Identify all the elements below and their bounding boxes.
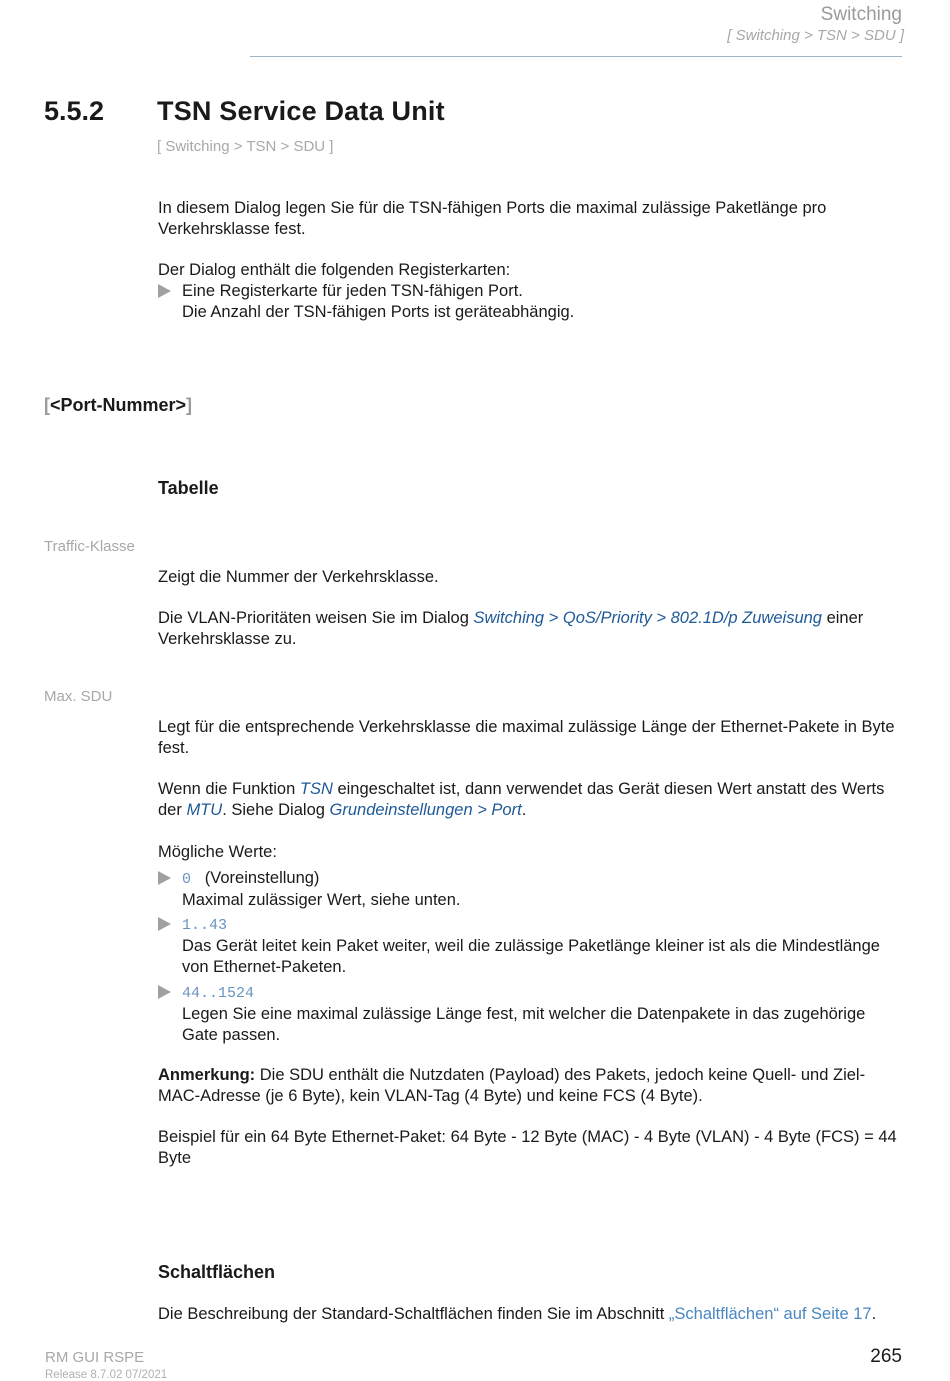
note-paragraph: Anmerkung: Die SDU enthält die Nutzdaten (Payload) des Pakets, jedoch keine Quell- und Ziel-MAC-Adresse (je 6 Byte), kein VLAN-Tag (4 Byte) und keine FCS (4 Byte).: [158, 1066, 866, 1105]
link-basic-settings-port[interactable]: Grundeinstellungen > Port: [329, 801, 522, 819]
traffic-class-desc: Zeigt die Nummer der Verkehrsklasse.: [158, 568, 439, 586]
intro-paragraph: In diesem Dialog legen Sie für die TSN-fähigen Ports die maximal zulässige Paketlänge pro Verkehrsklasse fest.: [158, 199, 827, 238]
title-breadcrumb: [ Switching > TSN > SDU ]: [157, 138, 334, 155]
bullet-arrow-icon: [158, 871, 171, 885]
page-number: 265: [870, 1346, 902, 1367]
page-title: TSN Service Data Unit: [157, 96, 445, 126]
max-sdu-desc: Legt für die entsprechende Verkehrsklasse die maximal zulässige Länge der Ethernet-Pakete in Byte fest.: [158, 718, 895, 757]
section-number: 5.5.2: [44, 96, 105, 126]
bullet-arrow-icon: [158, 284, 171, 298]
max-sdu-desc-2: Wenn die Funktion TSN eingeschaltet ist, dann verwendet das Gerät diesen Wert anstatt des Werts der MTU. Siehe Dialog Grundeinstellungen > Port.: [158, 780, 885, 819]
value-desc: Das Gerät leitet kein Paket weiter, weil die zulässige Paketlänge kleiner ist als die Mindestlänge von Ethernet-Paketen.: [182, 937, 880, 976]
param-max-sdu: Max. SDU: [44, 688, 113, 705]
bullet-subtext: Die Anzahl der TSN-fähigen Ports ist geräteabhängig.: [182, 303, 575, 321]
bullet-text: Eine Registerkarte für jeden TSN-fähigen Port.: [182, 282, 523, 300]
link-tsn[interactable]: TSN: [299, 780, 333, 798]
buttons-paragraph: Die Beschreibung der Standard-Schaltflächen finden Sie im Abschnitt „Schaltflächen“ auf Seite 17.: [158, 1305, 877, 1323]
value-desc: Legen Sie eine maximal zulässige Länge fest, mit welcher die Datenpakete in das zugehörige Gate passen.: [182, 1005, 866, 1044]
traffic-class-desc-2: Die VLAN-Prioritäten weisen Sie im Dialog Switching > QoS/Priority > 802.1D/p Zuweisung einer Verkehrsklasse zu.: [158, 609, 864, 648]
value-item: 0 (Voreinstellung) Maximal zulässiger Wert, siehe unten.: [158, 868, 903, 911]
intro-bullet: [158, 281, 903, 323]
value-code: 1..43: [182, 917, 228, 934]
value-desc: Maximal zulässiger Wert, siehe unten.: [182, 891, 461, 909]
possible-values-label: Mögliche Werte:: [158, 843, 277, 861]
value-item: [158, 982, 903, 1046]
example-paragraph: Beispiel für ein 64 Byte Ethernet-Paket: 64 Byte - 12 Byte (MAC) - 4 Byte (VLAN) - 4 Byte (FCS) = 44 Byte: [158, 1128, 897, 1167]
link-802-1dp-assignment[interactable]: Switching > QoS/Priority > 802.1D/p Zuweisung: [473, 609, 822, 627]
link-schaltflaechen-page[interactable]: „Schaltflächen“ auf Seite 17: [668, 1305, 872, 1323]
buttons-heading: Schaltflächen: [158, 1262, 276, 1282]
param-traffic-class: Traffic-Klasse: [44, 538, 135, 555]
footer-release: Release 8.7.02 07/2021: [45, 1369, 168, 1381]
bullet-arrow-icon: [158, 985, 171, 999]
value-item: [158, 914, 903, 978]
running-header-title: Switching: [820, 4, 902, 25]
running-header-breadcrumb: [ Switching > TSN > SDU ]: [727, 27, 904, 44]
intro-tabs-paragraph: Der Dialog enthält die folgenden Registerkarten:: [158, 261, 511, 279]
port-section-heading: [<Port-Nummer>]: [44, 395, 193, 415]
value-code: 0: [182, 871, 192, 888]
header-divider: [250, 56, 902, 57]
bullet-arrow-icon: [158, 917, 171, 931]
footer-doc-title: RM GUI RSPE: [45, 1349, 145, 1366]
link-mtu[interactable]: MTU: [186, 801, 223, 819]
value-code: 44..1524: [182, 985, 255, 1002]
table-heading: Tabelle: [158, 478, 219, 498]
